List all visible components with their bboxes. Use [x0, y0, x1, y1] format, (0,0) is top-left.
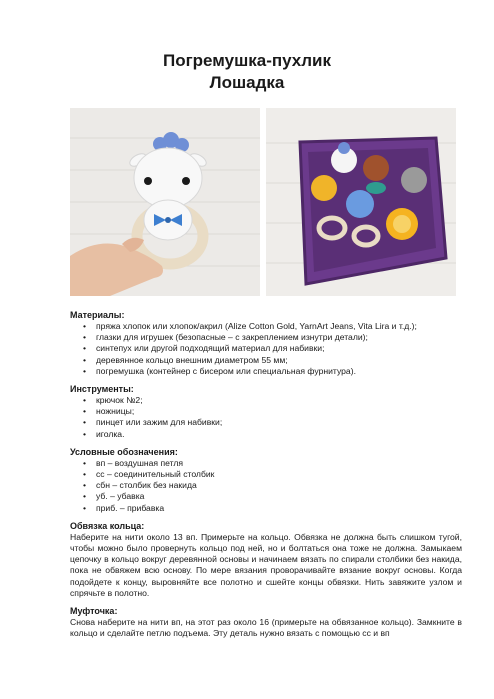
basket-illustration — [266, 108, 456, 296]
tools-section — [70, 383, 462, 440]
materials-heading: Материалы: — [70, 310, 125, 320]
muff-heading: Муфточка: — [70, 606, 118, 617]
materials-list — [70, 321, 462, 377]
legend-list — [70, 458, 462, 514]
page-title — [0, 50, 494, 94]
muff-instructions: Снова наберите на нити вп, на этот раз около 16 (примерьте на обвязанное кольцо). Замкните в кольцо и сделайте петлю подъема. Эту деталь нужно вязать с помощью сс и вп — [70, 617, 462, 639]
ring-section — [70, 520, 462, 599]
horse-rattle-illustration — [70, 108, 260, 296]
photo-horse-rattle — [70, 108, 260, 296]
ring-heading: Обвязка кольца: — [70, 520, 145, 531]
list-item: • иголка. — [96, 429, 462, 440]
list-item: • деревянное кольцо внешним диаметром 55 мм; — [96, 355, 462, 366]
legend-heading: Условные обозначения: — [70, 446, 178, 457]
materials-section — [70, 309, 462, 377]
list-item: • сбн – столбик без накида — [96, 480, 462, 491]
ring-instructions: Наберите на нити около 13 вп. Примерьте на кольцо. Обвязка не должна быть слишком тугой, чтобы можно было провернуть кольцо под ней, но и болтаться она тоже не должна. Замыкаем цепочку в кольцо вокруг деревянной основы и начинаем вязать по спирали столбики без накида, пока не обвяжем всю основу. По мере вязания проворачивайте вязание вокруг основы. Когда подойдете к концу, выровняйте все полотно и сшейте концы обвязки. Нить завяжите узлом и спрячьте в полотно. — [70, 531, 462, 598]
list-item: • погремушка (контейнер с бисером или специальная фурнитура). — [96, 366, 462, 377]
list-item: • вп – воздушная петля — [96, 458, 462, 469]
list-item: • синтепух или другой подходящий материал для набивки; — [96, 343, 462, 354]
tools-list — [70, 395, 462, 440]
list-item: • ножницы; — [96, 406, 462, 417]
list-item: • пряжа хлопок или хлопок/акрил (Alize Cotton Gold, YarnArt Jeans, Vita Lira и т.д.); — [96, 321, 462, 332]
list-item: • пинцет или зажим для набивки; — [96, 417, 462, 428]
list-item: • уб. – убавка — [96, 491, 462, 502]
list-item: • крючок №2; — [96, 395, 462, 406]
title-line-1: Погремушка-пухлик — [162, 51, 332, 70]
pattern-text — [70, 307, 462, 645]
list-item: • сс – соединительный столбик — [96, 469, 462, 480]
muff-section — [70, 605, 462, 639]
photo-basket-of-rattles — [266, 108, 456, 296]
list-item: • приб. – прибавка — [96, 503, 462, 514]
title-line-2: Лошадка — [209, 73, 285, 92]
legend-section — [70, 446, 462, 514]
tools-heading: Инструменты: — [70, 384, 134, 395]
list-item: • глазки для игрушек (безопасные – с закреплением изнутри детали); — [96, 332, 462, 343]
